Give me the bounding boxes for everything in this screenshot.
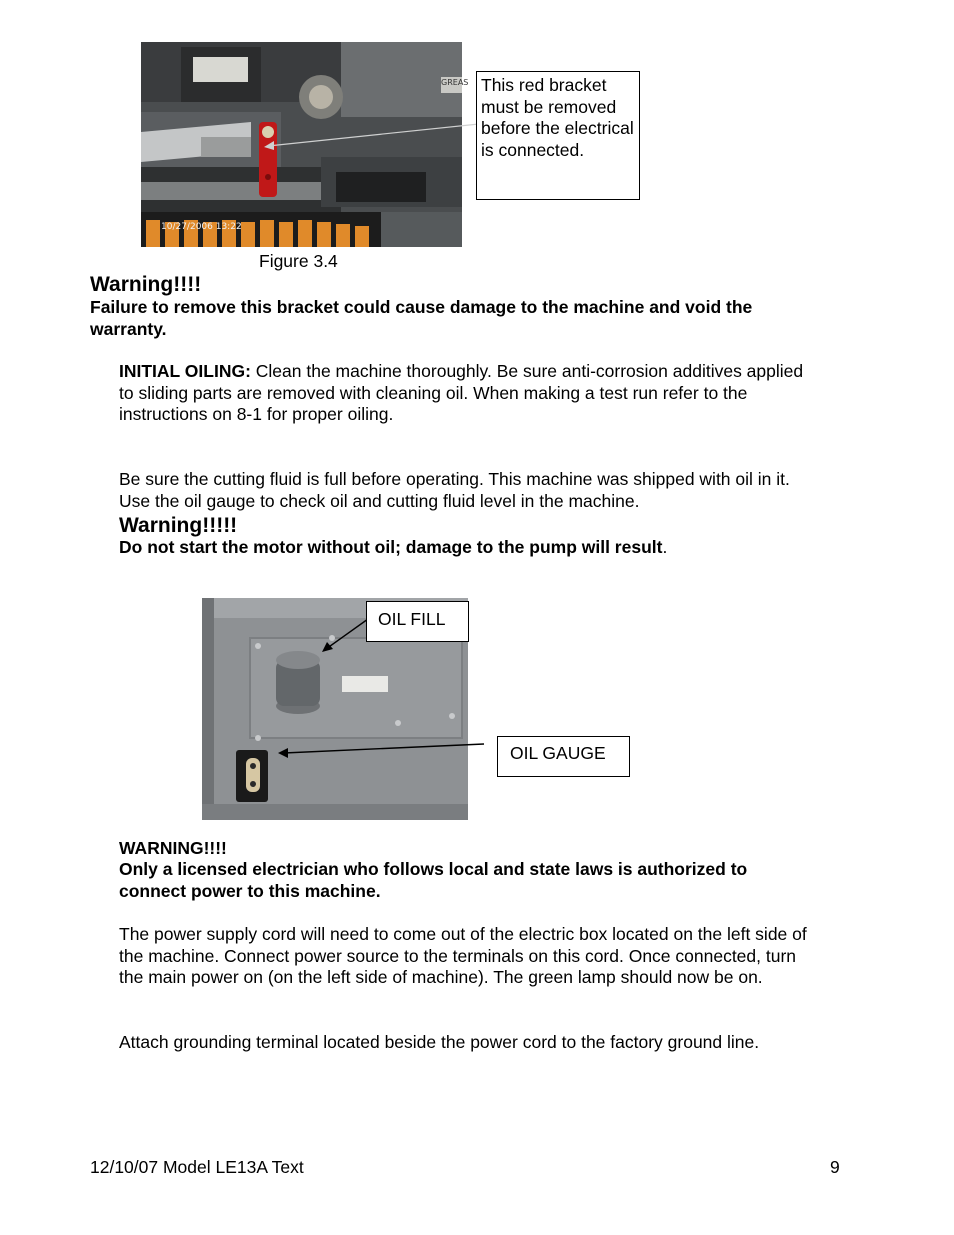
cutting-fluid-paragraph: Be sure the cutting fluid is full before operating. This machine was shipped with oil in it. Use the oil gauge to check oil and cutting fluid level in the machine. xyxy=(119,469,790,511)
warning-heading-3: WARNING!!!! xyxy=(119,838,227,858)
footer-left: 12/10/07 Model LE13A Text xyxy=(90,1157,304,1177)
initial-oiling-text: Clean the machine thoroughly. Be sure anti-corrosion additives applied to sliding parts are removed with cleaning oil. When making a test run refer to the instructions on 8-1 for proper oiling. xyxy=(119,361,804,424)
warning-heading-2: Warning!!!!! xyxy=(119,514,238,537)
oil-gauge-label: OIL GAUGE xyxy=(510,743,606,763)
oil-fill-callout xyxy=(366,601,469,642)
oil-gauge-callout xyxy=(497,736,630,777)
oil-gauge-arrow xyxy=(272,740,488,764)
oil-fill-label: OIL FILL xyxy=(378,609,446,629)
warning-text-2-period: . xyxy=(662,537,668,557)
power-supply-paragraph: The power supply cord will need to come out of the electric box located on the left side of the machine. Connect power source to the terminals on this cord. Once connected, turn the main power on (on the left side of machine). The green lamp should now be on. xyxy=(119,924,807,987)
initial-oiling-paragraph xyxy=(119,361,814,426)
bracket-callout-text: This red bracket must be removed before the electrical is connected. xyxy=(481,75,634,160)
warning-text-2-line xyxy=(119,537,819,559)
initial-oiling-label: INITIAL OILING: xyxy=(119,361,251,381)
warning-text-2: Do not start the motor without oil; damage to the pump will result xyxy=(119,537,663,557)
grease-label: GREAS xyxy=(441,78,469,87)
bracket-pointer-line xyxy=(260,110,500,155)
photo-timestamp: 10/27/2006 13:22 xyxy=(161,222,242,232)
warning-text-1: Failure to remove this bracket could cause damage to the machine and void the warranty. xyxy=(90,297,753,339)
page-number: 9 xyxy=(830,1157,840,1177)
warning-text-3: Only a licensed electrician who follows local and state laws is authorized to connect power to this machine. xyxy=(119,859,748,901)
grounding-paragraph: Attach grounding terminal located beside the power cord to the factory ground line. xyxy=(119,1032,760,1052)
bracket-callout xyxy=(476,71,640,200)
figure-caption: Figure 3.4 xyxy=(259,251,338,271)
warning-heading-1: Warning!!!! xyxy=(90,273,202,296)
